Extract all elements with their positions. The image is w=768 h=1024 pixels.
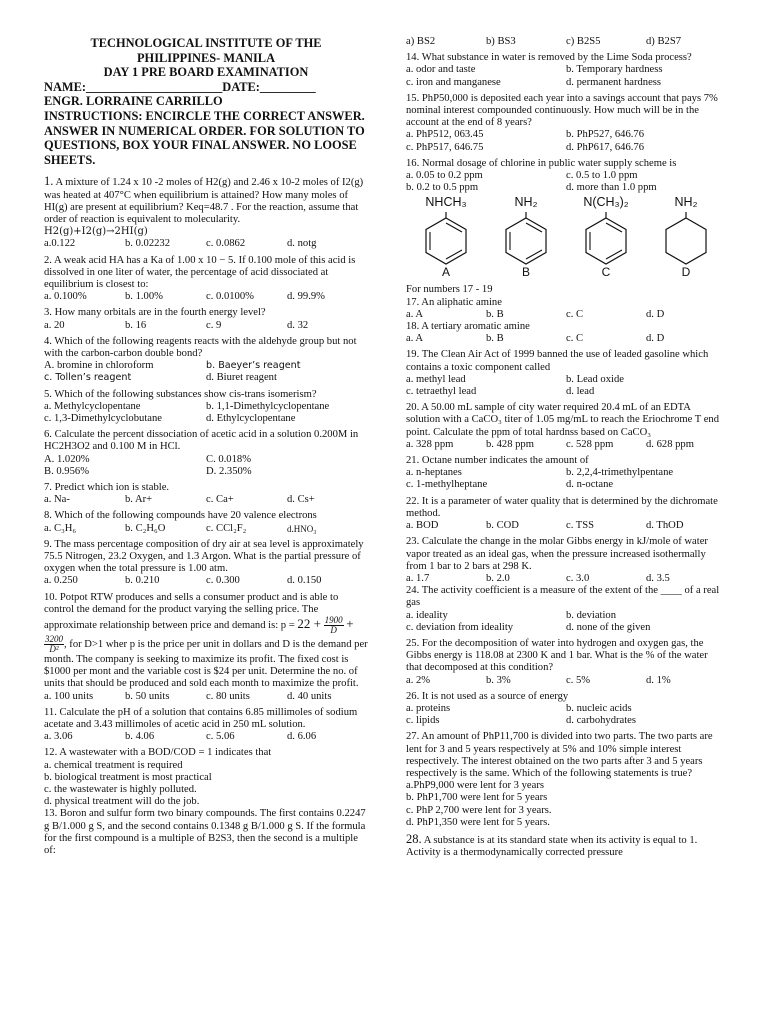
numerator: 1900 xyxy=(324,615,343,626)
option-d[interactable]: d. carbohydrates xyxy=(566,715,637,727)
option-b[interactable]: b. 2,2,4-trimethylpentane xyxy=(566,467,674,479)
option-d[interactable]: d. 32 xyxy=(287,319,309,331)
question-text: 12. A wastewater with a BOD/COD = 1 indicates that xyxy=(44,747,272,759)
question-9 xyxy=(44,539,368,588)
question-20 xyxy=(406,402,726,451)
option-a[interactable]: a. Methylcyclopentane xyxy=(44,400,141,412)
option-b[interactable]: b. 1,1-Dimethylcyclopentane xyxy=(206,400,330,412)
right-column xyxy=(406,36,726,859)
option-d[interactable]: d.HNO₃ xyxy=(287,523,317,534)
question-text-end: , for D>1 wher p is the price per unit in dollars and D is the demand per month. The company is seeking to maximize its profit. The fixed cost is $1000 per mont and the variable cost is $24 per unit. Determine the no. of units that should be produced and sold each month to maximize the profit. xyxy=(44,638,368,690)
instructor-name: ENGR. LORRAINE CARRILLO xyxy=(44,94,223,109)
question-text: 17. An aliphatic amine xyxy=(406,296,502,308)
option-c[interactable]: c. 1-methylheptane xyxy=(406,479,488,491)
question-16 xyxy=(406,158,726,195)
cyclohexane-ring-icon xyxy=(659,212,713,266)
question-text: 8. Which of the following compounds have 20 valence electrons xyxy=(44,510,317,522)
question-26 xyxy=(406,691,726,728)
question-text: 27. An amount of PhP11,700 is divided into two parts. The two parts are lent for 3 and 5 years respectively at 5% and 10% simple interest respectively. The interest obtained on the two parts after 3 and 5 years respectively is the same. Which of the following statements is true? xyxy=(406,731,713,779)
question-text: 9. The mass percentage composition of dry air at sea level is approximately 75.5 Nitrogen, 23.2 Oxygen, and 1.3 Argon. What is the partial pressure of oxygen when the total pressure is 1.00 atm. xyxy=(44,538,364,575)
price-constant: 22 + xyxy=(297,615,321,631)
option-d[interactable]: d. Biuret reagent xyxy=(206,372,277,384)
option-d[interactable]: d. none of the given xyxy=(566,621,651,633)
option-d[interactable]: d. 0.150 xyxy=(287,575,322,587)
option-a[interactable]: a. chemical treatment is required xyxy=(44,759,183,771)
question-21 xyxy=(406,455,726,492)
option-b[interactable]: b. 16 xyxy=(125,319,147,331)
question-text: 19. The Clean Air Act of 1999 banned the use of leaded gasoline which contains a toxic component called xyxy=(406,349,709,373)
substituent-label: NH₂ xyxy=(514,195,538,210)
name-date-line: NAME:______________________DATE:_________ xyxy=(44,79,316,94)
option-b[interactable]: B. 0.956% xyxy=(44,465,90,477)
structure-b xyxy=(493,196,559,282)
option-d[interactable]: d. 6.06 xyxy=(287,731,317,743)
question-24 xyxy=(406,585,726,634)
option-d[interactable]: d. 40 units xyxy=(287,690,332,702)
option-d[interactable]: d. D xyxy=(646,308,665,320)
question-number: 28. xyxy=(406,831,422,846)
option-b[interactable]: b. PhP1,700 were lent for 5 years xyxy=(406,792,548,804)
option-b[interactable]: b. 1.00% xyxy=(125,291,163,303)
question-2 xyxy=(44,255,368,304)
option-c[interactable]: c. the wastewater is highly polluted. xyxy=(44,784,197,796)
question-text: 7. Predict which ion is stable. xyxy=(44,482,170,494)
option-a[interactable]: a. 0.05 to 0.2 ppm xyxy=(406,170,483,182)
option-d[interactable]: d. physical treatment will do the job. xyxy=(44,796,200,808)
option-a[interactable]: a. 20 xyxy=(44,319,65,331)
option-c[interactable]: c. 0.0862 xyxy=(206,238,246,250)
option-b[interactable]: b. 0.210 xyxy=(125,575,160,587)
option-a[interactable]: a. Na- xyxy=(44,494,70,506)
institute-title: TECHNOLOGICAL INSTITUTE OF THE xyxy=(90,36,322,50)
fraction-3200-over-d2 xyxy=(44,635,64,654)
option-c[interactable]: c. 528 ppm xyxy=(566,438,614,450)
instructions: INSTRUCTIONS: ENCIRCLE THE CORRECT ANSWER. ANSWER IN NUMERICAL ORDER. FOR SOLUTION TO QUESTIONS, BOX YOUR FINAL ANSWER. NO LOOSE SHEETS. xyxy=(44,108,365,167)
left-column xyxy=(44,36,368,857)
question-14 xyxy=(406,52,726,89)
option-a[interactable]: A. bromine in chloroform xyxy=(44,360,154,372)
option-b[interactable]: b. PhP527, 646.76 xyxy=(566,129,644,141)
question-6 xyxy=(44,429,368,478)
option-d[interactable]: d. more than 1.0 ppm xyxy=(566,182,657,194)
question-text: 24. The activity coefficient is a measure of the extent of the ____ of a real gas xyxy=(406,585,720,609)
question-text: 20. A 50.00 mL sample of city water required 20.4 mL of an EDTA solution with a CaCO₃ titer of 1.05 mg/mL to reach the Eriochrome T end point. Calculate the ppm of total hardnss based on CaCO₃ xyxy=(406,402,720,438)
option-b[interactable]: b. COD xyxy=(486,520,519,532)
option-c[interactable]: c. 3.0 xyxy=(566,572,590,584)
structure-label: D xyxy=(681,265,691,280)
structure-label: C xyxy=(601,265,611,280)
question-text: 21. Octane number indicates the amount of xyxy=(406,455,589,467)
option-c[interactable]: c. 9 xyxy=(206,319,222,331)
option-a[interactable]: a. C₃H₆ xyxy=(44,522,77,534)
question-text: 4. Which of the following reagents reacts with the aldehyde group but not with the carbon-carbon double bond? xyxy=(44,335,357,359)
institute-location: PHILIPPINES- MANILA xyxy=(136,50,276,65)
substituent-label: NHCH₃ xyxy=(425,195,467,210)
option-b[interactable]: b. C₂H₆O xyxy=(125,522,166,534)
question-text: 15. PhP50,000 is deposited each year into a savings account that pays 7% nominal interest compounded continuously. How much will be in the account at the end of 8 years? xyxy=(406,92,718,129)
option-c[interactable]: c. 1,3-Dimethylcyclobutane xyxy=(44,413,162,424)
question-text: 11. Calculate the pH of a solution that contains 6.85 millimoles of sodium acetate and 3.43 millimoles of acetic acid in 250 mL solution. xyxy=(44,706,358,731)
question-4 xyxy=(44,336,368,385)
option-a[interactable]: a. 1.7 xyxy=(406,572,430,584)
question-text: 23. Calculate the change in the molar Gibbs energy in kJ/mole of water vapor treated as an ideal gas, when the pressure increased isothermally from 1 bar to 2 bars at 298 K. xyxy=(406,536,708,572)
option-d[interactable]: d. 628 ppm xyxy=(646,438,694,450)
option-a[interactable]: a) BS2 xyxy=(406,36,436,47)
option-c[interactable]: c. Tollen’s reagent xyxy=(44,372,132,384)
option-a[interactable]: a. odor and taste xyxy=(406,64,476,76)
question-text: 25. For the decomposition of water into hydrogen and oxygen gas, the Gibbs energy is 118.08 at 2300 K and 1 bar. What is the % of the water that decomposed at this condition? xyxy=(406,637,708,674)
exam-header xyxy=(44,36,368,167)
question-5 xyxy=(44,389,368,426)
option-b[interactable]: b. biological treatment is most practical xyxy=(44,771,212,783)
benzene-ring-icon xyxy=(579,212,633,266)
structure-c xyxy=(573,196,639,282)
option-d[interactable]: d) B2S7 xyxy=(646,36,682,47)
option-d[interactable]: d. Ethylcyclopentane xyxy=(206,413,296,424)
option-d[interactable]: d. 1% xyxy=(646,674,671,686)
option-c[interactable]: c. PhP517, 646.75 xyxy=(406,141,484,153)
benzene-ring-icon xyxy=(419,212,473,266)
option-c[interactable]: c. PhP 2,700 were lent for 3 years. xyxy=(406,804,552,816)
question-10 xyxy=(44,592,368,703)
question-text: A substance is at its standard state when its activity is equal to 1. Activity is a thermodynamically corrected pressure xyxy=(406,834,698,859)
question-22 xyxy=(406,496,726,533)
question-text-start: 10. Potpot RTW produces and sells a consumer product and is able to control the demand for the product varying the selling price. The approximate relationship between price and demand is: p = xyxy=(44,591,339,631)
question-text: 3. How many orbitals are in the fourth energy level? xyxy=(44,307,266,319)
option-a[interactable]: a.PhP9,000 were lent for 3 years xyxy=(406,780,544,792)
question-text: 26. It is not used as a source of energy xyxy=(406,690,569,702)
option-a[interactable]: a. 3.06 xyxy=(44,731,73,743)
option-d[interactable]: d. ThOD xyxy=(646,520,684,532)
substituent-label: N(CH₃)₂ xyxy=(583,195,629,210)
question-7 xyxy=(44,482,368,506)
question-text: 2. A weak acid HA has a Ka of 1.00 x 10 − 5. If 0.100 mole of this acid is dissolved in one liter of water, the percentage of acid dissociated at equilibrium is closest to: xyxy=(44,254,356,290)
denominator: D² xyxy=(49,644,59,655)
option-a[interactable]: a. A xyxy=(406,308,424,320)
question-text: 13. Boron and sulfur form two binary compounds. The first contains 0.2247 g B/1.000 g S, and the second contains 0.1348 g B/1.000 g S. If the formula for the first compound is a multiple of B2S3, then the second is a multiple of: xyxy=(44,808,366,857)
structure-label: A xyxy=(441,265,450,280)
option-c[interactable]: c. C xyxy=(566,308,584,320)
option-b[interactable]: b. 0.02232 xyxy=(125,238,171,250)
option-c[interactable]: c. C xyxy=(566,333,584,345)
option-c[interactable]: c. tetraethyl lead xyxy=(406,386,477,398)
question-11 xyxy=(44,707,368,744)
option-d[interactable]: d. permanent hardness xyxy=(566,76,662,88)
option-d[interactable]: d. PhP1,350 were lent for 5 years. xyxy=(406,816,550,828)
option-a[interactable]: a. methyl lead xyxy=(406,373,466,385)
option-c[interactable]: c. TSS xyxy=(566,520,595,532)
option-c[interactable]: c. 5% xyxy=(566,674,591,686)
numerator: 3200 xyxy=(45,634,63,645)
option-b[interactable]: b. nucleic acids xyxy=(566,702,632,714)
option-a[interactable]: a. ideality xyxy=(406,609,448,621)
option-c[interactable]: c. 5.06 xyxy=(206,731,235,743)
option-c[interactable]: c. 0.0100% xyxy=(206,291,254,303)
option-d[interactable]: d. PhP617, 646.76 xyxy=(566,141,644,153)
question-18 xyxy=(406,321,726,345)
option-c[interactable]: c) B2S5 xyxy=(566,36,601,47)
question-19 xyxy=(406,349,726,398)
option-b[interactable]: b. 50 units xyxy=(125,690,170,702)
structure-d xyxy=(653,196,719,282)
question-15 xyxy=(406,93,726,154)
option-d[interactable]: d. lead xyxy=(566,386,595,398)
option-a[interactable]: a. 0.250 xyxy=(44,575,78,587)
question-12 xyxy=(44,747,368,808)
option-b[interactable]: b. deviation xyxy=(566,609,617,621)
question-text: 5. Which of the following substances show cis-trans isomerism? xyxy=(44,388,317,400)
question-13-options xyxy=(406,36,726,48)
option-b[interactable]: b. Baeyer’s reagent xyxy=(206,360,301,372)
question-8 xyxy=(44,510,368,534)
option-c[interactable]: c. lipids xyxy=(406,715,440,727)
option-c[interactable]: c. iron and manganese xyxy=(406,76,501,88)
structure-label: B xyxy=(521,265,530,280)
option-a[interactable]: a. proteins xyxy=(406,702,451,714)
option-a[interactable]: a. BOD xyxy=(406,520,439,532)
option-b[interactable]: b. 2.0 xyxy=(486,572,510,584)
option-b[interactable]: b. Ar+ xyxy=(125,494,153,506)
option-b[interactable]: b. 428 ppm xyxy=(486,438,534,450)
amine-structures xyxy=(406,196,726,282)
option-a[interactable]: a.0.122 xyxy=(44,238,76,250)
option-b[interactable]: b. B xyxy=(486,308,504,320)
option-b[interactable]: b. Temporary hardness xyxy=(566,64,663,76)
option-d[interactable]: d. 3.5 xyxy=(646,572,670,584)
question-13 xyxy=(44,808,368,857)
option-a[interactable]: a. PhP512, 063.45 xyxy=(406,129,484,141)
option-d[interactable]: d. 99.9% xyxy=(287,291,325,303)
option-a[interactable]: a. 2% xyxy=(406,674,431,686)
question-intro: For numbers 17 - 19 xyxy=(406,284,493,296)
question-text: 14. What substance in water is removed by the Lime Soda process? xyxy=(406,52,692,64)
question-28 xyxy=(406,833,726,859)
option-d[interactable]: D. 2.350% xyxy=(206,465,252,477)
option-c[interactable]: c. deviation from ideality xyxy=(406,621,514,633)
plus-sign: + xyxy=(346,615,354,631)
question-text: 18. A tertiary aromatic amine xyxy=(406,321,530,333)
option-a[interactable]: a. A xyxy=(406,333,424,345)
question-27 xyxy=(406,731,726,829)
option-b[interactable]: b. B xyxy=(486,333,504,345)
option-d[interactable]: d. Cs+ xyxy=(287,494,315,506)
option-b[interactable]: b. Lead oxide xyxy=(566,373,624,385)
question-17 xyxy=(406,284,726,321)
option-c[interactable]: c. 0.300 xyxy=(206,575,240,587)
option-c[interactable]: C. 0.018% xyxy=(206,453,252,465)
substituent-label: NH₂ xyxy=(674,195,698,210)
fraction-1900-over-d xyxy=(324,616,344,635)
question-text: 16. Normal dosage of chlorine in public water supply scheme is xyxy=(406,157,677,169)
question-number: 1. xyxy=(44,174,54,189)
option-b[interactable]: b. 4.06 xyxy=(125,731,155,743)
option-b[interactable]: b. 3% xyxy=(486,674,511,686)
option-c[interactable]: c. CCl₂F₂ xyxy=(206,522,247,534)
option-d[interactable]: d. D xyxy=(646,333,665,345)
benzene-ring-icon xyxy=(499,212,553,266)
denominator: D xyxy=(330,625,337,636)
question-text: A mixture of 1.24 x 10 -2 moles of H2(g) and 2.46 x 10-2 moles of I2(g) was heated at 407°C when equilibrium is attained? How many moles of HI(g) are present at equilibrium? Keq=48.7 . For the reaction, assume that order of reaction is equivalent to molecularity. xyxy=(44,177,364,225)
option-a[interactable]: a. n-heptanes xyxy=(406,467,462,479)
option-b[interactable]: b) BS3 xyxy=(486,36,516,47)
option-a[interactable]: a. 100 units xyxy=(44,690,94,702)
option-c[interactable]: c. 80 units xyxy=(206,690,250,702)
option-c[interactable]: c. Ca+ xyxy=(206,494,234,506)
option-a[interactable]: a. 328 ppm xyxy=(406,438,454,450)
exam-title: DAY 1 PRE BOARD EXAMINATION xyxy=(103,65,309,80)
question-1 xyxy=(44,175,368,250)
question-3 xyxy=(44,307,368,331)
option-a[interactable]: a. 0.100% xyxy=(44,291,87,303)
option-a[interactable]: A. 1.020% xyxy=(44,453,90,465)
question-text: 22. It is a parameter of water quality that is determined by the dichromate method. xyxy=(406,495,718,519)
option-b[interactable]: b. 0.2 to 0.5 ppm xyxy=(406,182,479,194)
option-c[interactable]: c. 0.5 to 1.0 ppm xyxy=(566,170,638,182)
question-25 xyxy=(406,638,726,687)
option-d[interactable]: d. notg xyxy=(287,238,317,250)
question-text: 6. Calculate the percent dissociation of acetic acid in a solution 0.200M in HC2H3O2 and 0.100 M in HCl. xyxy=(44,429,359,453)
reaction-equation: H2(g)+I2(g)→2HI(g) xyxy=(44,226,148,238)
option-d[interactable]: d. n-octane xyxy=(566,479,614,491)
question-23 xyxy=(406,536,726,585)
structure-a xyxy=(413,196,479,282)
